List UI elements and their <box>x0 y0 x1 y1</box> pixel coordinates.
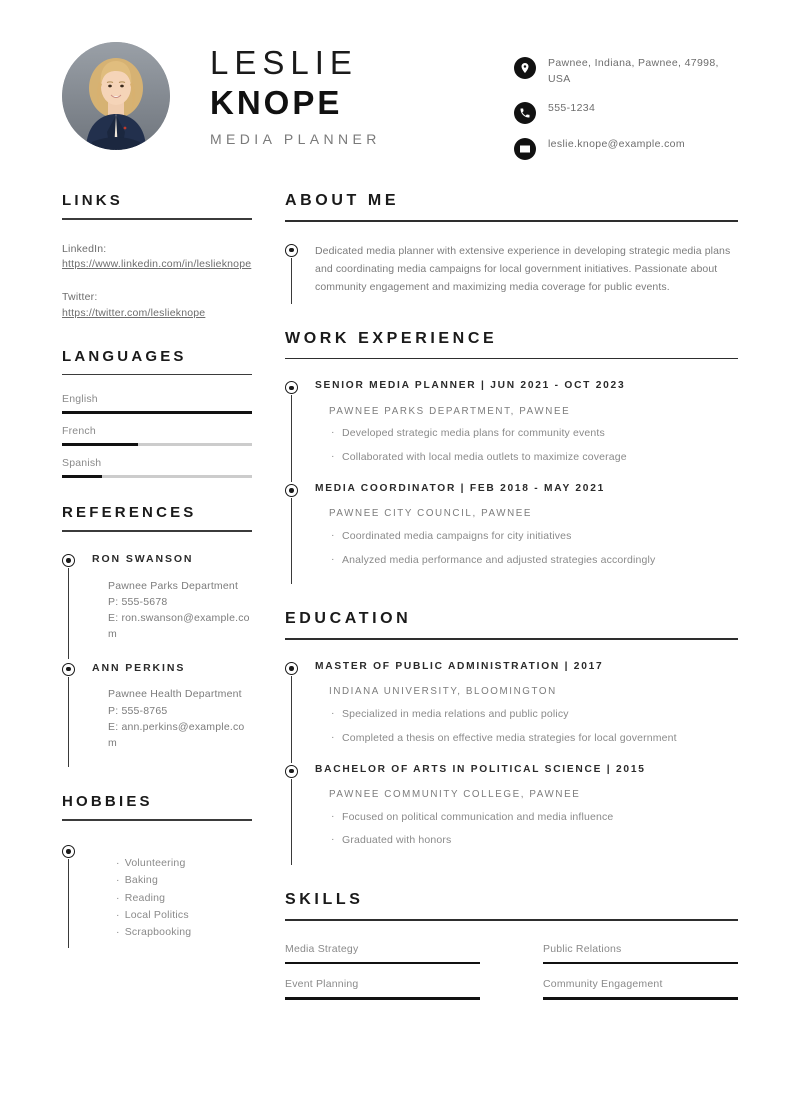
languages-body <box>62 393 252 478</box>
links-title: LINKS <box>62 192 123 209</box>
skill-item <box>543 978 738 1000</box>
education-rule <box>285 638 738 640</box>
skill-bar <box>543 962 738 965</box>
list-item: · Scrapbooking <box>116 924 252 941</box>
language-track <box>62 411 252 414</box>
contact-block <box>514 40 732 160</box>
education-org: PAWNEE COMMUNITY COLLEGE, PAWNEE <box>329 788 581 800</box>
skills-title: SKILLS <box>285 891 364 909</box>
work-bullet: · Coordinated media campaigns for city initiatives <box>329 528 738 545</box>
contact-row-phone <box>514 101 732 124</box>
timeline-line <box>68 677 69 768</box>
section-languages <box>62 348 252 479</box>
reference-org: Pawnee Health Department <box>108 688 242 701</box>
skill-bar <box>543 997 738 1000</box>
hobbies-title: HOBBIES <box>62 793 153 811</box>
separator: | <box>460 482 466 494</box>
education-bullet: · Focused on political communication and media influence <box>329 809 738 826</box>
about-body <box>285 242 738 304</box>
education-entry-heading <box>315 763 738 777</box>
email-text: leslie.knope@example.com <box>548 137 685 150</box>
phone-text: 555-1234 <box>548 101 596 114</box>
work-dates: JUN 2021 - OCT 2023 <box>490 380 626 392</box>
list-item: · Baking <box>116 872 252 889</box>
resume-header <box>0 0 794 170</box>
skills-rule <box>285 919 738 921</box>
reference-org: Pawnee Parks Department <box>108 579 239 592</box>
hobbies-body <box>62 843 252 948</box>
education-entry-content <box>307 763 738 866</box>
about-item <box>285 242 738 304</box>
education-dates: 2017 <box>573 661 604 673</box>
language-item-french <box>62 425 252 446</box>
sidebar <box>62 192 252 1008</box>
reference-detail <box>92 578 252 659</box>
timeline-marker <box>285 763 307 866</box>
link-item-linkedin <box>62 242 252 274</box>
work-title: WORK EXPERIENCE <box>285 329 498 347</box>
content-columns <box>0 170 794 1008</box>
reference-content <box>84 552 252 659</box>
contact-row-email <box>514 137 732 160</box>
reference-email: E: ron.swanson@example.com <box>108 612 250 641</box>
timeline-marker <box>285 379 307 482</box>
skill-name: Event Planning <box>285 978 359 991</box>
skill-name: Community Engagement <box>543 978 663 991</box>
section-references <box>62 504 252 767</box>
education-entry-body <box>315 674 738 762</box>
language-fill <box>62 475 102 478</box>
separator: | <box>606 763 612 775</box>
timeline-marker <box>285 242 307 304</box>
work-role: SENIOR MEDIA PLANNER <box>315 380 477 392</box>
separator: | <box>564 661 570 673</box>
reference-name: RON SWANSON <box>92 552 194 565</box>
education-title: EDUCATION <box>285 610 412 628</box>
about-content <box>307 242 738 304</box>
timeline-marker <box>62 552 84 659</box>
reference-content <box>84 661 252 768</box>
first-name: LESLIE <box>210 44 358 81</box>
work-dates: FEB 2018 - MAY 2021 <box>469 482 606 494</box>
skill-item <box>285 943 480 965</box>
work-org: PAWNEE PARKS DEPARTMENT, PAWNEE <box>329 405 571 417</box>
language-fill <box>62 411 252 414</box>
education-org: INDIANA UNIVERSITY, BLOOMINGTON <box>329 686 557 698</box>
job-title: MEDIA PLANNER <box>210 130 381 147</box>
work-entry-content <box>307 379 738 482</box>
links-body <box>62 242 252 322</box>
link-item-twitter <box>62 290 252 322</box>
timeline-line <box>291 258 292 304</box>
timeline-marker <box>62 843 84 948</box>
section-skills <box>285 891 738 1000</box>
skill-bar <box>285 997 480 1000</box>
hobbies-list <box>92 843 252 948</box>
skill-bar <box>285 962 480 965</box>
skills-body <box>285 943 738 1000</box>
linkedin-label: LinkedIn: <box>62 242 107 255</box>
envelope-icon <box>514 138 536 160</box>
languages-title: LANGUAGES <box>62 347 187 365</box>
reference-name: ANN PERKINS <box>92 661 186 674</box>
timeline-marker <box>285 660 307 763</box>
list-item: · Local Politics <box>116 907 252 924</box>
timeline-marker <box>62 661 84 768</box>
language-name: English <box>62 393 98 406</box>
last-name: KNOPE <box>210 83 343 121</box>
references-body <box>62 552 252 768</box>
education-dates: 2015 <box>615 763 646 775</box>
education-entries <box>285 660 738 865</box>
education-bullet: · Completed a thesis on effective media strategies for local government <box>329 730 738 747</box>
education-bullet: · Graduated with honors <box>329 832 738 849</box>
linkedin-url[interactable]: https://www.linkedin.com/in/leslieknope <box>62 258 252 271</box>
reference-email: E: ann.perkins@example.com <box>108 720 245 750</box>
work-entry-body <box>315 496 738 584</box>
reference-item <box>62 661 252 768</box>
education-bullet: · Specialized in media relations and public policy <box>329 706 738 723</box>
timeline-marker <box>285 482 307 585</box>
work-entry-heading <box>315 379 738 393</box>
timeline-line <box>291 676 292 763</box>
about-text: Dedicated media planner with extensive experience in developing strategic media plans and coordinating media campaigns for local government initiatives. Passionate about community engagement and maximizing media coverage for public events. <box>315 244 731 293</box>
phone-icon <box>514 102 536 124</box>
address-text: Pawnee, Indiana, Pawnee, 47998, USA <box>548 57 719 85</box>
education-entry <box>285 660 738 763</box>
reference-item <box>62 552 252 659</box>
timeline-line <box>68 859 69 948</box>
about-rule <box>285 220 738 222</box>
section-education <box>285 610 738 865</box>
work-entry-body <box>315 394 738 482</box>
work-rule <box>285 358 738 360</box>
links-rule <box>62 218 252 220</box>
list-item: · Volunteering <box>116 855 252 872</box>
work-org: PAWNEE CITY COUNCIL, PAWNEE <box>329 508 533 520</box>
bullet-ring-icon <box>285 765 298 778</box>
education-entry-body <box>315 777 738 865</box>
work-entry-heading <box>315 482 738 496</box>
skill-name: Media Strategy <box>285 942 359 955</box>
hobbies-content <box>84 843 252 948</box>
language-track <box>62 443 252 446</box>
education-degree: MASTER OF PUBLIC ADMINISTRATION <box>315 661 560 673</box>
references-rule <box>62 530 252 532</box>
bullet-ring-icon <box>62 554 75 567</box>
timeline-line <box>291 779 292 866</box>
work-entry-content <box>307 482 738 585</box>
education-entry-content <box>307 660 738 763</box>
language-name: Spanish <box>62 457 102 470</box>
reference-phone: P: 555-5678 <box>108 595 168 608</box>
education-entry <box>285 763 738 866</box>
bullet-ring-icon <box>62 663 75 676</box>
hobbies-rule <box>62 819 252 821</box>
twitter-url[interactable]: https://twitter.com/leslieknope <box>62 306 206 319</box>
avatar <box>62 42 170 150</box>
language-fill <box>62 443 138 446</box>
language-name: French <box>62 425 96 438</box>
language-track <box>62 475 252 478</box>
work-entry <box>285 379 738 482</box>
education-degree: BACHELOR OF ARTS IN POLITICAL SCIENCE <box>315 763 603 775</box>
skill-item <box>543 943 738 965</box>
language-item-spanish <box>62 457 252 478</box>
section-work-experience <box>285 330 738 585</box>
education-entry-heading <box>315 660 738 674</box>
work-role: MEDIA COORDINATOR <box>315 482 457 494</box>
work-bullet: · Developed strategic media plans for community events <box>329 425 738 442</box>
section-about-me <box>285 192 738 304</box>
languages-rule <box>62 374 252 376</box>
name-block <box>210 40 381 147</box>
main-content <box>285 192 738 1008</box>
reference-phone: P: 555-8765 <box>108 704 168 717</box>
separator: | <box>481 380 486 392</box>
bullet-ring-icon <box>285 484 298 497</box>
about-title: ABOUT ME <box>285 192 400 209</box>
bullet-ring-icon <box>62 845 75 858</box>
location-pin-icon <box>514 57 536 79</box>
twitter-label: Twitter: <box>62 291 98 304</box>
timeline-line <box>291 498 292 585</box>
section-links <box>62 192 252 322</box>
work-entry <box>285 482 738 585</box>
bullet-ring-icon <box>285 381 298 394</box>
timeline-line <box>68 568 69 659</box>
work-bullet: · Collaborated with local media outlets to maximize coverage <box>329 449 738 466</box>
skill-item <box>285 978 480 1000</box>
language-item-english <box>62 393 252 414</box>
work-entries <box>285 379 738 584</box>
list-item: · Reading <box>116 890 252 907</box>
bullet-ring-icon <box>285 244 298 257</box>
bullet-ring-icon <box>285 662 298 675</box>
skill-name: Public Relations <box>543 942 622 955</box>
references-title: REFERENCES <box>62 504 197 522</box>
timeline-line <box>291 395 292 482</box>
section-hobbies <box>62 793 252 947</box>
contact-row-address <box>514 56 732 88</box>
hobbies-item <box>62 843 252 948</box>
work-bullet: · Analyzed media performance and adjusted strategies accordingly <box>329 552 738 569</box>
reference-detail <box>92 686 252 767</box>
